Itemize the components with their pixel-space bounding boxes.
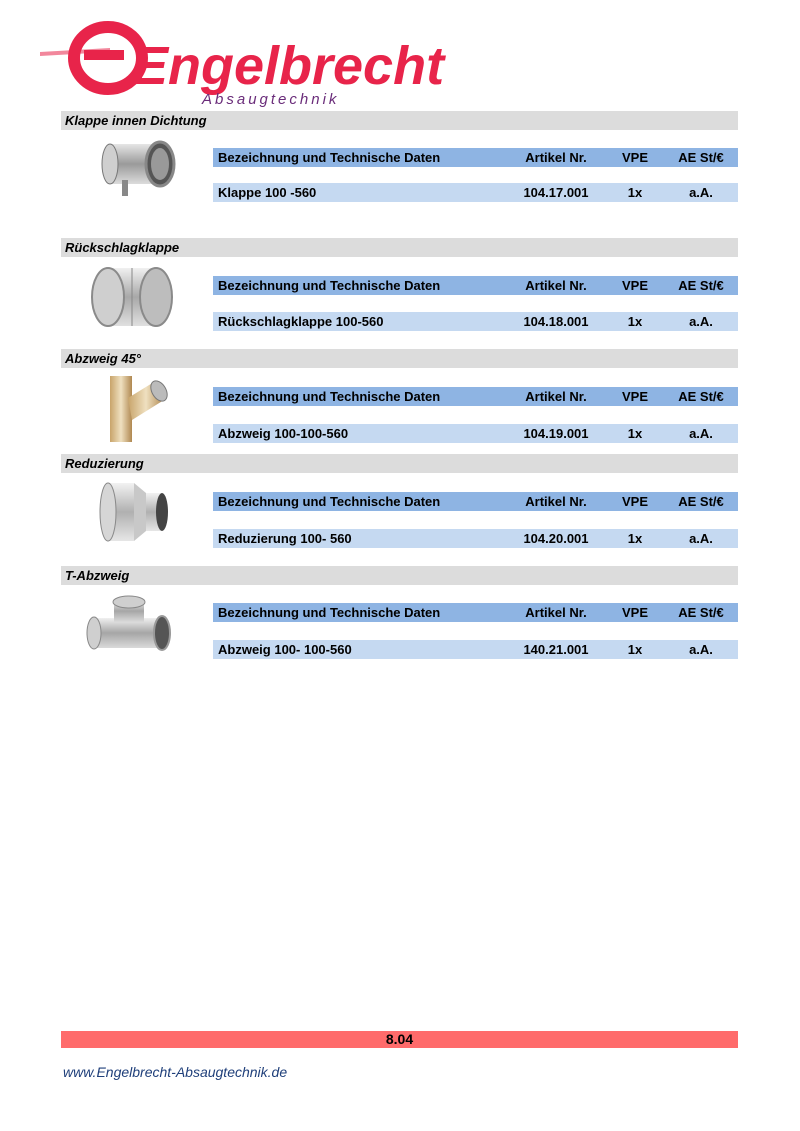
- header-vpe: VPE: [621, 150, 648, 165]
- header-art: Artikel Nr.: [525, 494, 587, 509]
- section-title: Rückschlagklappe: [61, 238, 738, 257]
- item-art: 104.17.001: [523, 185, 589, 200]
- header-ae: AE St/€: [678, 389, 724, 404]
- header-vpe: VPE: [621, 278, 648, 293]
- table-header: [213, 492, 738, 511]
- header-desc: Bezeichnung und Technische Daten: [218, 278, 441, 293]
- header-desc: Bezeichnung und Technische Daten: [218, 389, 441, 404]
- website-link[interactable]: www.Engelbrecht-Absaugtechnik.de: [63, 1064, 288, 1080]
- header-ae: AE St/€: [678, 278, 724, 293]
- item-ae: a.A.: [689, 185, 713, 200]
- table-row: [213, 640, 738, 659]
- item-ae: a.A.: [689, 426, 713, 441]
- item-desc: Klappe 100 -560: [218, 185, 317, 200]
- header-vpe: VPE: [621, 494, 648, 509]
- section-title: Reduzierung: [61, 454, 738, 473]
- header-art: Artikel Nr.: [525, 278, 587, 293]
- header-art: Artikel Nr.: [525, 150, 587, 165]
- header-vpe: VPE: [621, 605, 648, 620]
- item-vpe: 1x: [627, 426, 643, 441]
- y-branch-icon: [92, 372, 192, 446]
- header-desc: Bezeichnung und Technische Daten: [218, 605, 441, 620]
- item-desc: Abzweig 100- 100-560: [218, 642, 352, 657]
- item-desc: Rückschlagklappe 100-560: [218, 314, 384, 329]
- item-ae: a.A.: [689, 642, 713, 657]
- engelbrecht-logo: [40, 18, 445, 110]
- svg-text:Engelbrecht: Engelbrecht: [132, 36, 445, 96]
- item-vpe: 1x: [627, 185, 643, 200]
- header-art: Artikel Nr.: [525, 389, 587, 404]
- item-art: 104.19.001: [523, 426, 589, 441]
- section-title: Klappe innen Dichtung: [61, 111, 738, 130]
- item-art: 104.20.001: [523, 531, 589, 546]
- header-desc: Bezeichnung und Technische Daten: [218, 494, 441, 509]
- item-art: 140.21.001: [523, 642, 589, 657]
- table-row: [213, 424, 738, 443]
- item-ae: a.A.: [689, 314, 713, 329]
- page-number: 8.04: [61, 1031, 738, 1048]
- header-art: Artikel Nr.: [525, 605, 587, 620]
- item-vpe: 1x: [627, 642, 643, 657]
- header-vpe: VPE: [621, 389, 648, 404]
- item-vpe: 1x: [627, 314, 643, 329]
- header-ae: AE St/€: [678, 150, 724, 165]
- table-row: [213, 529, 738, 548]
- item-desc: Reduzierung 100- 560: [218, 531, 352, 546]
- header-ae: AE St/€: [678, 494, 724, 509]
- header-desc: Bezeichnung und Technische Daten: [218, 150, 441, 165]
- t-branch-icon: [80, 590, 180, 664]
- table-header: [213, 387, 738, 406]
- item-desc: Abzweig 100-100-560: [218, 426, 349, 441]
- section-title: Abzweig 45°: [61, 349, 738, 368]
- table-header: [213, 603, 738, 622]
- item-ae: a.A.: [689, 531, 713, 546]
- item-art: 104.18.001: [523, 314, 589, 329]
- item-vpe: 1x: [627, 531, 643, 546]
- reducer-icon: [86, 477, 186, 551]
- table-header: [213, 148, 738, 167]
- svg-text:Absaugtechnik: Absaugtechnik: [202, 91, 340, 108]
- table-row: [213, 312, 738, 331]
- table-header: [213, 276, 738, 295]
- table-row: [213, 183, 738, 202]
- header-ae: AE St/€: [678, 605, 724, 620]
- check-valve-icon: [82, 262, 182, 336]
- damper-icon: [88, 132, 188, 206]
- section-title: T-Abzweig: [61, 566, 738, 585]
